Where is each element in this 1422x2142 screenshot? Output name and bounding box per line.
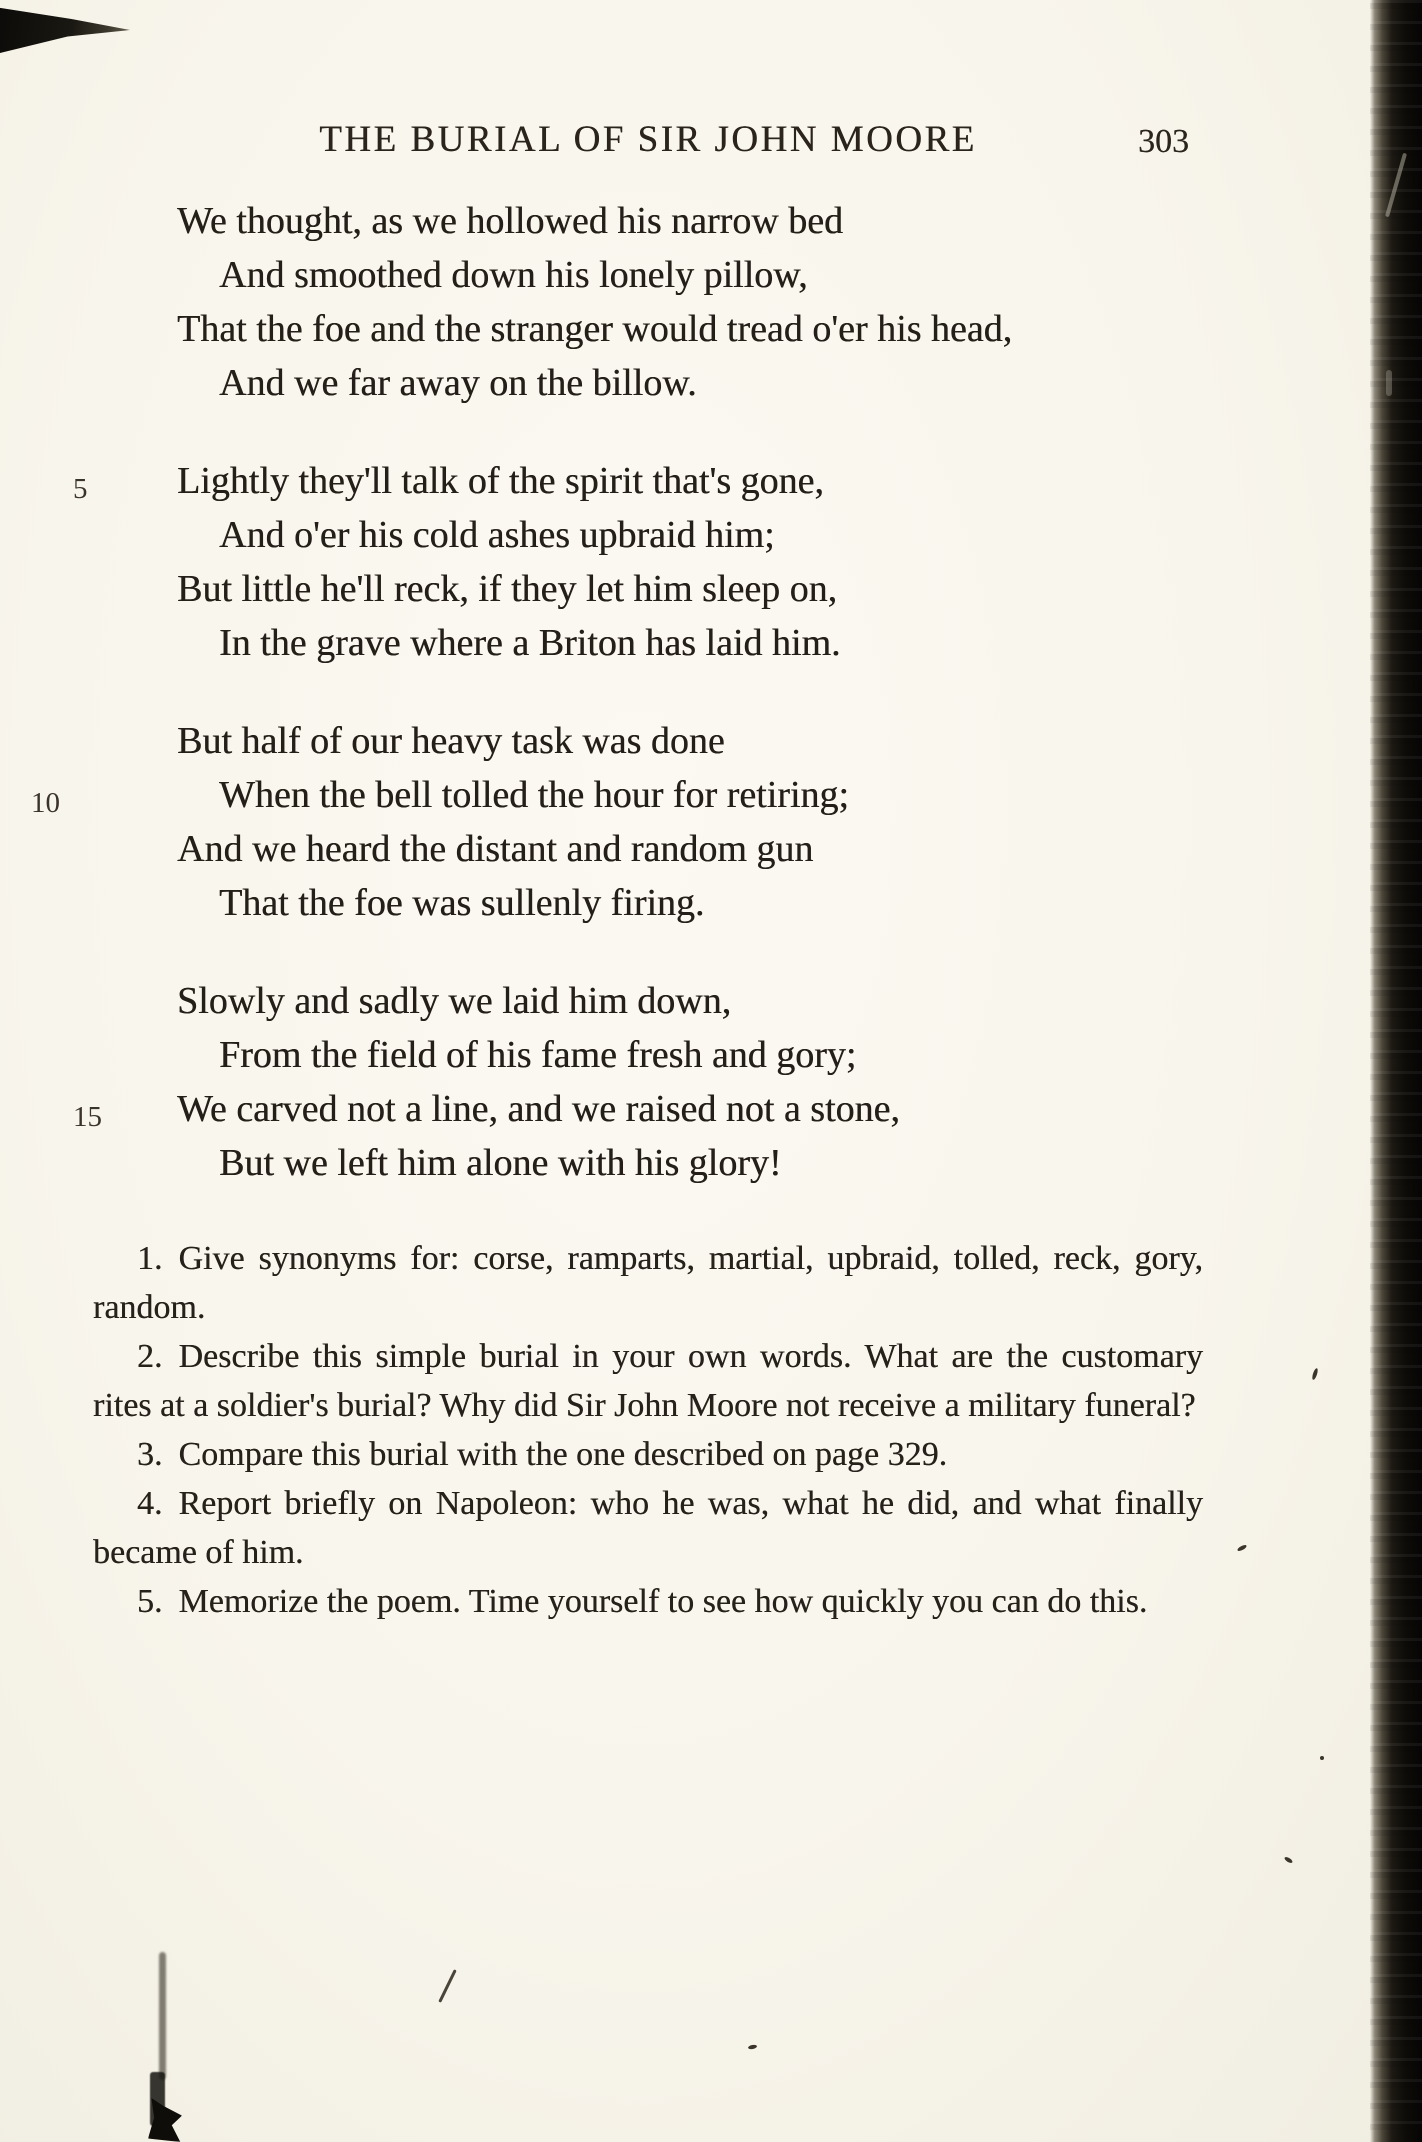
question-5 (93, 1577, 1203, 1626)
poem-line (177, 876, 1203, 930)
question-text: Memorize the poem. Time yourself to see how quickly you can do this. (178, 1583, 1148, 1620)
questions-section (93, 1234, 1203, 1626)
binding-edge-band (1370, 0, 1422, 2142)
poem-line-text: And smoothed down his lonely pillow, (219, 254, 808, 296)
poem-line-text: But we left him alone with his glory! (219, 1142, 782, 1184)
poem-line-text: And we far away on the billow. (219, 362, 697, 404)
poem-stanza (73, 974, 1203, 1190)
poem-line (177, 562, 1203, 616)
poem-stanza (31, 714, 1203, 930)
question-number: 1. (137, 1240, 163, 1277)
poem-line (177, 1136, 1203, 1190)
scan-speck (1311, 1368, 1319, 1381)
scan-artifact-slash (438, 1969, 456, 2003)
scan-speck (1320, 1756, 1324, 1760)
poem-line-text: Slowly and sadly we laid him down, (177, 980, 732, 1022)
poem-line (177, 616, 1203, 670)
question-number: 5. (137, 1583, 163, 1620)
poem-line-text: We thought, as we hollowed his narrow bed (177, 200, 844, 242)
poem (31, 194, 1203, 1190)
poem-line-text: But half of our heavy task was done (177, 720, 725, 762)
poem-line-text: And o'er his cold ashes upbraid him; (219, 514, 775, 556)
poem-line (177, 822, 1203, 876)
question-2 (93, 1332, 1203, 1430)
page-title: THE BURIAL OF SIR JOHN MOORE (319, 119, 977, 160)
poem-line-text: In the grave where a Briton has laid him. (219, 622, 841, 664)
poem-line-text: We carved not a line, and we raised not a stone, (177, 1088, 900, 1130)
poem-line (177, 1028, 1203, 1082)
poem-stanza (177, 194, 1203, 410)
question-number: 4. (137, 1485, 163, 1522)
question-4 (93, 1479, 1203, 1577)
question-number: 2. (137, 1338, 163, 1375)
question-number: 3. (137, 1436, 163, 1473)
poem-line-text: That the foe was sullenly firing. (219, 882, 705, 924)
poem-line (177, 356, 1203, 410)
poem-line (73, 454, 1203, 508)
poem-line-text: But little he'll reck, if they let him sleep on, (177, 568, 838, 610)
scan-speck (1284, 1856, 1294, 1864)
poem-line (73, 1082, 1203, 1136)
poem-line (177, 714, 1203, 768)
running-header (93, 118, 1203, 170)
poem-line (177, 248, 1203, 302)
poem-line (177, 194, 1203, 248)
question-text: Compare this burial with the one described on page 329. (178, 1436, 948, 1473)
poem-line-text: That the foe and the stranger would tread o'er his head, (177, 308, 1013, 350)
scan-artifact-smudge (159, 1952, 166, 2080)
question-1 (93, 1234, 1203, 1332)
question-3 (93, 1430, 1203, 1479)
poem-line-text: Lightly they'll talk of the spirit that's gone, (177, 460, 824, 502)
line-number-15: 15 (73, 1101, 102, 1133)
poem-line (177, 508, 1203, 562)
poem-stanza (73, 454, 1203, 670)
scan-speck (748, 2044, 758, 2050)
poem-line (177, 302, 1203, 356)
page-number: 303 (1138, 123, 1189, 160)
question-text: Give synonyms for: corse, ramparts, martial, upbraid, tolled, reck, gory, random. (93, 1240, 1203, 1326)
scan-artifact-band-mark (1386, 370, 1392, 396)
poem-line-text: When the bell tolled the hour for retiring; (219, 774, 849, 816)
line-number-5: 5 (73, 473, 88, 505)
question-text: Describe this simple burial in your own words. What are the customary rites at a soldier's burial? Why did Sir John Moore not receive a military funeral? (93, 1338, 1203, 1424)
page-content (31, 118, 1203, 1626)
poem-line (177, 974, 1203, 1028)
poem-line-text: And we heard the distant and random gun (177, 828, 814, 870)
question-text: Report briefly on Napoleon: who he was, what he did, and what finally became of him. (93, 1485, 1203, 1571)
poem-line-text: From the field of his fame fresh and gory; (219, 1034, 857, 1076)
line-number-10: 10 (31, 787, 60, 819)
scan-artifact-corner (0, 7, 130, 53)
poem-line (31, 768, 1203, 822)
scan-speck (1237, 1544, 1248, 1552)
